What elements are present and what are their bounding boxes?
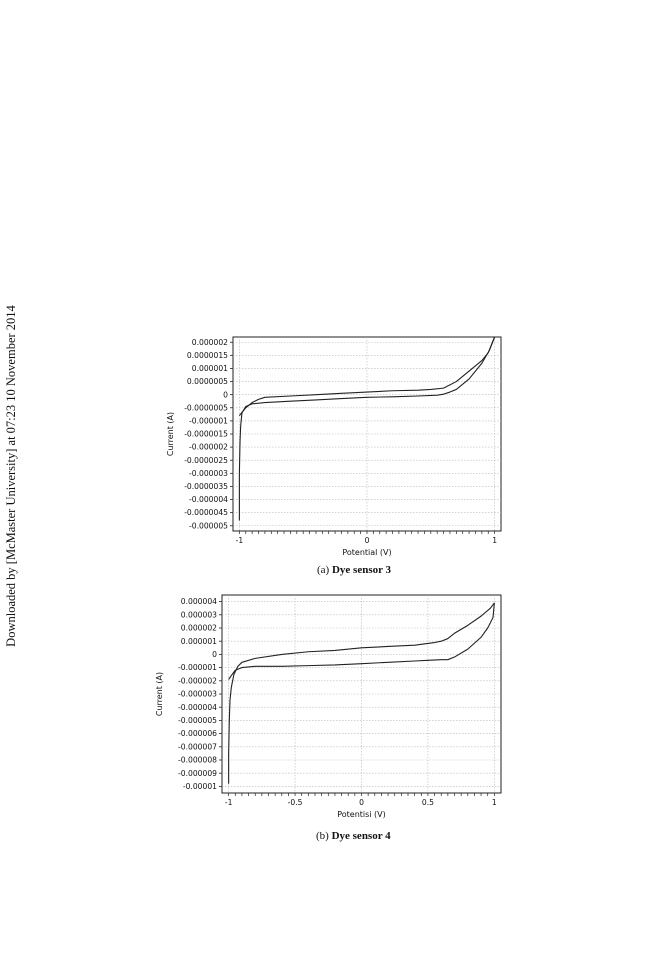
y-tick-label: -0.00001 xyxy=(182,782,217,791)
caption-b xyxy=(316,830,391,842)
x-tick-label: 1 xyxy=(492,536,498,545)
y-tick-label: -0.000001 xyxy=(178,663,217,673)
y-tick-label: 0.000002 xyxy=(191,337,228,347)
y-tick-label: 0.000003 xyxy=(180,610,217,620)
y-tick-label: -0.000004 xyxy=(189,495,228,505)
y-tick-label: -0.0000025 xyxy=(184,455,228,465)
x-axis-title: Potential (V) xyxy=(342,548,392,557)
y-tick-label: 0.0000005 xyxy=(186,377,228,387)
y-tick-label: -0.000001 xyxy=(189,416,228,426)
y-tick-label: -0.000002 xyxy=(178,676,217,686)
y-tick-label: 0 xyxy=(223,390,228,400)
x-tick-label: -1 xyxy=(235,536,244,545)
y-tick-label: -0.000004 xyxy=(178,702,217,712)
y-tick-label: -0.0000045 xyxy=(184,508,228,518)
y-tick-label: -0.000008 xyxy=(178,755,217,765)
caption-a xyxy=(317,564,391,576)
y-tick-label: -0.000002 xyxy=(189,442,228,452)
y-tick-label: 0.0000015 xyxy=(186,350,228,360)
y-tick-label: -0.000006 xyxy=(178,729,217,739)
x-tick-label: 0 xyxy=(364,536,370,545)
y-tick-label: -0.000005 xyxy=(178,716,217,725)
x-tick-label: -1 xyxy=(224,798,233,807)
y-tick-label: -0.0000015 xyxy=(184,429,228,439)
y-tick-label: -0.000009 xyxy=(178,768,217,778)
y-tick-label: -0.000003 xyxy=(189,468,228,478)
y-tick-label: -0.000003 xyxy=(178,689,217,699)
y-tick-label: -0.000005 xyxy=(189,521,228,531)
y-tick-label: 0.000001 xyxy=(191,364,228,374)
y-tick-label: 0.000004 xyxy=(180,597,217,607)
y-tick-label: 0 xyxy=(212,650,217,659)
y-tick-label: 0.000002 xyxy=(180,623,217,633)
x-tick-label: -0.5 xyxy=(287,798,303,807)
x-axis-title: Potentisi (V) xyxy=(337,810,386,819)
y-axis-title: Current (A) xyxy=(166,411,175,457)
y-tick-label: -0.0000035 xyxy=(184,482,228,492)
y-axis-title: Current (A) xyxy=(155,671,164,717)
x-tick-label: 1 xyxy=(491,798,497,807)
download-watermark: Downloaded by [McMaster University] at 07:23 10 November 2014 xyxy=(4,305,18,647)
y-tick-label: -0.000007 xyxy=(178,742,217,752)
x-tick-label: 0.5 xyxy=(421,798,434,807)
x-tick-label: 0 xyxy=(359,798,364,807)
caption-b-label: Dye sensor 4 xyxy=(331,830,391,842)
y-tick-label: 0.000001 xyxy=(180,636,217,646)
caption-a-prefix: (a) xyxy=(317,564,332,576)
y-tick-label: -0.0000005 xyxy=(184,403,228,413)
caption-a-label: Dye sensor 3 xyxy=(331,564,392,576)
caption-b-prefix: (b) xyxy=(316,830,332,842)
